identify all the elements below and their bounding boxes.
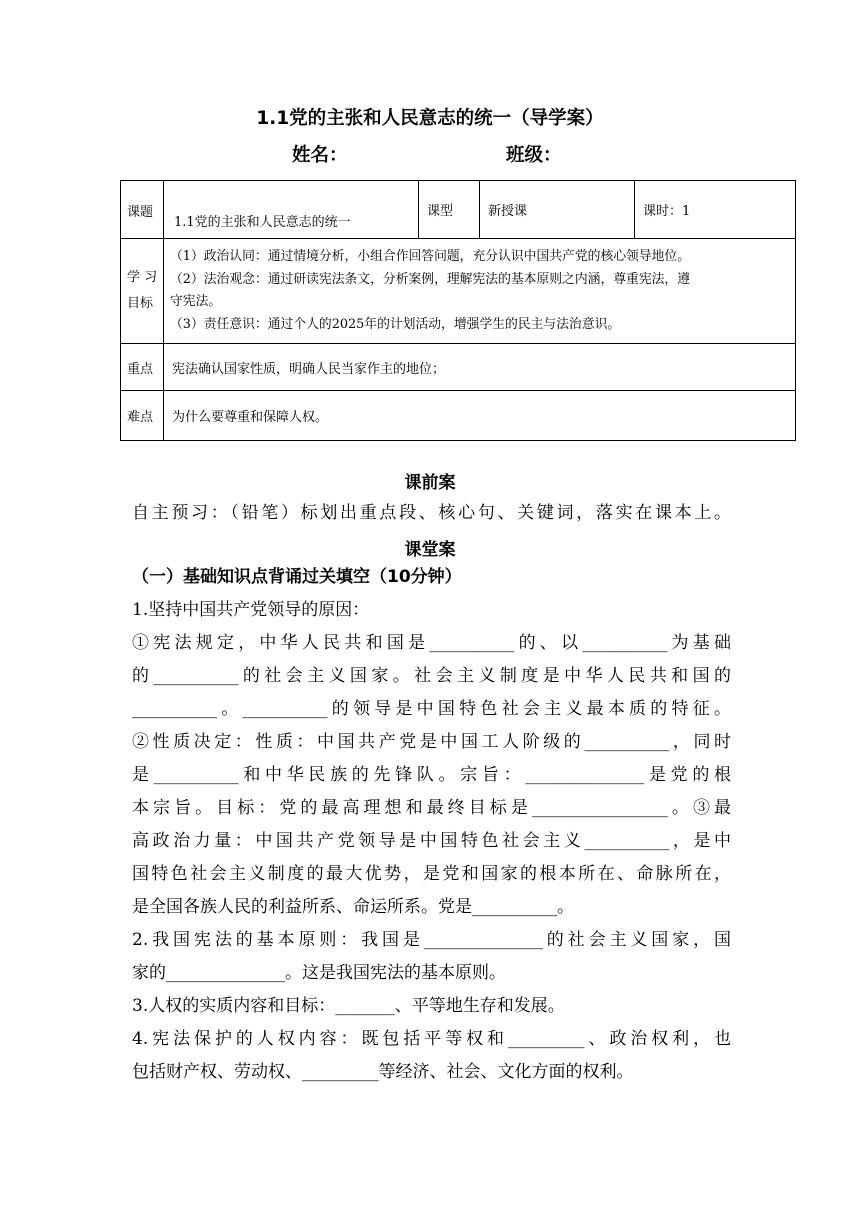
goals-label-line2: 目标	[127, 296, 154, 311]
content-line: 3.人权的实质内容和目标：_______、平等地生存和发展。	[132, 996, 565, 1016]
goal-line: （3）责任意识：通过个人的2025年的计划活动，增强学生的民主与法治意识。	[170, 316, 621, 332]
name-label: 姓名：	[292, 145, 348, 166]
class-label: 班级：	[506, 145, 562, 166]
preclass-text: 自主预习：（铅笔）标划出重点段、核心句、关键词，落实在课本上。	[132, 503, 731, 523]
content-line: ①宪法规定，中华人民共和国是__________的、以__________为基础	[132, 633, 731, 653]
lesson-info-table	[120, 180, 796, 441]
goal-line: 守宪法。	[170, 294, 222, 309]
goal-line: （1）政治认同：通过情境分析，小组合作回答问题，充分认识中国共产党的核心领导地位。	[170, 249, 691, 264]
content-line: 1.坚持中国共产党领导的原因：	[132, 600, 370, 620]
topic-value: 1.1党的主张和人民意志的统一	[164, 181, 419, 239]
section-title: （一）基础知识点背诵过关填空（10分钟）	[132, 567, 462, 587]
goals-content	[164, 239, 796, 344]
difficult-label: 难点	[121, 391, 164, 441]
goals-label	[121, 239, 164, 344]
key-row	[121, 344, 796, 391]
content-line: 包括财产权、劳动权、_________等经济、社会、文化方面的权利。	[132, 1062, 634, 1082]
difficult-row	[121, 391, 796, 441]
preclass-heading: 课前案	[404, 473, 456, 493]
content-line: 本宗旨。目标：党的最高理想和最终目标是________________。③最	[132, 798, 731, 818]
content-line: 是全国各族人民的利益所系、命运所系。党是__________。	[132, 897, 574, 917]
key-label: 重点	[121, 344, 164, 391]
content-line: 2.我国宪法的基本原则：我国是______________的社会主义国家，国	[132, 930, 731, 950]
content-line: 国特色社会主义制度的最大优势，是党和国家的根本所在、命脉所在，	[132, 864, 731, 884]
type-label: 课型	[419, 181, 480, 239]
content-line: ②性质决定：性质：中国共产党是中国工人阶级的__________，同时	[132, 732, 731, 752]
topic-row	[121, 181, 796, 239]
content-line: 的__________的社会主义国家。社会主义制度是中华人民共和国的	[132, 666, 731, 686]
topic-label: 课题	[121, 181, 164, 239]
content-line: 家的______________。这是我国宪法的基本原则。	[132, 963, 506, 983]
goals-row	[121, 239, 796, 344]
page-title: 1.1党的主张和人民意志的统一（导学案）	[256, 108, 604, 129]
difficult-value: 为什么要尊重和保障人权。	[164, 391, 796, 441]
goal-line: （2）法治观念：通过研读宪法条文，分析案例，理解宪法的基本原则之内涵，尊重宪法，遵	[170, 271, 691, 287]
content-line: 4.宪法保护的人权内容：既包括平等权和_________、政治权利，也	[132, 1029, 731, 1049]
inclass-heading: 课堂案	[404, 540, 456, 560]
content-line: 是__________和中华民族的先锋队。宗旨：______________是党的根	[132, 765, 731, 785]
key-value: 宪法确认国家性质，明确人民当家作主的地位；	[164, 344, 796, 391]
content-line: __________。__________的领导是中国特色社会主义最本质的特征。	[132, 699, 731, 719]
content-line: 高政治力量：中国共产党领导是中国特色社会主义__________，是中	[132, 831, 731, 851]
period-value: 课时：1	[635, 181, 796, 239]
goals-label-line1: 学 习	[127, 270, 158, 285]
type-value: 新授课	[480, 181, 635, 239]
